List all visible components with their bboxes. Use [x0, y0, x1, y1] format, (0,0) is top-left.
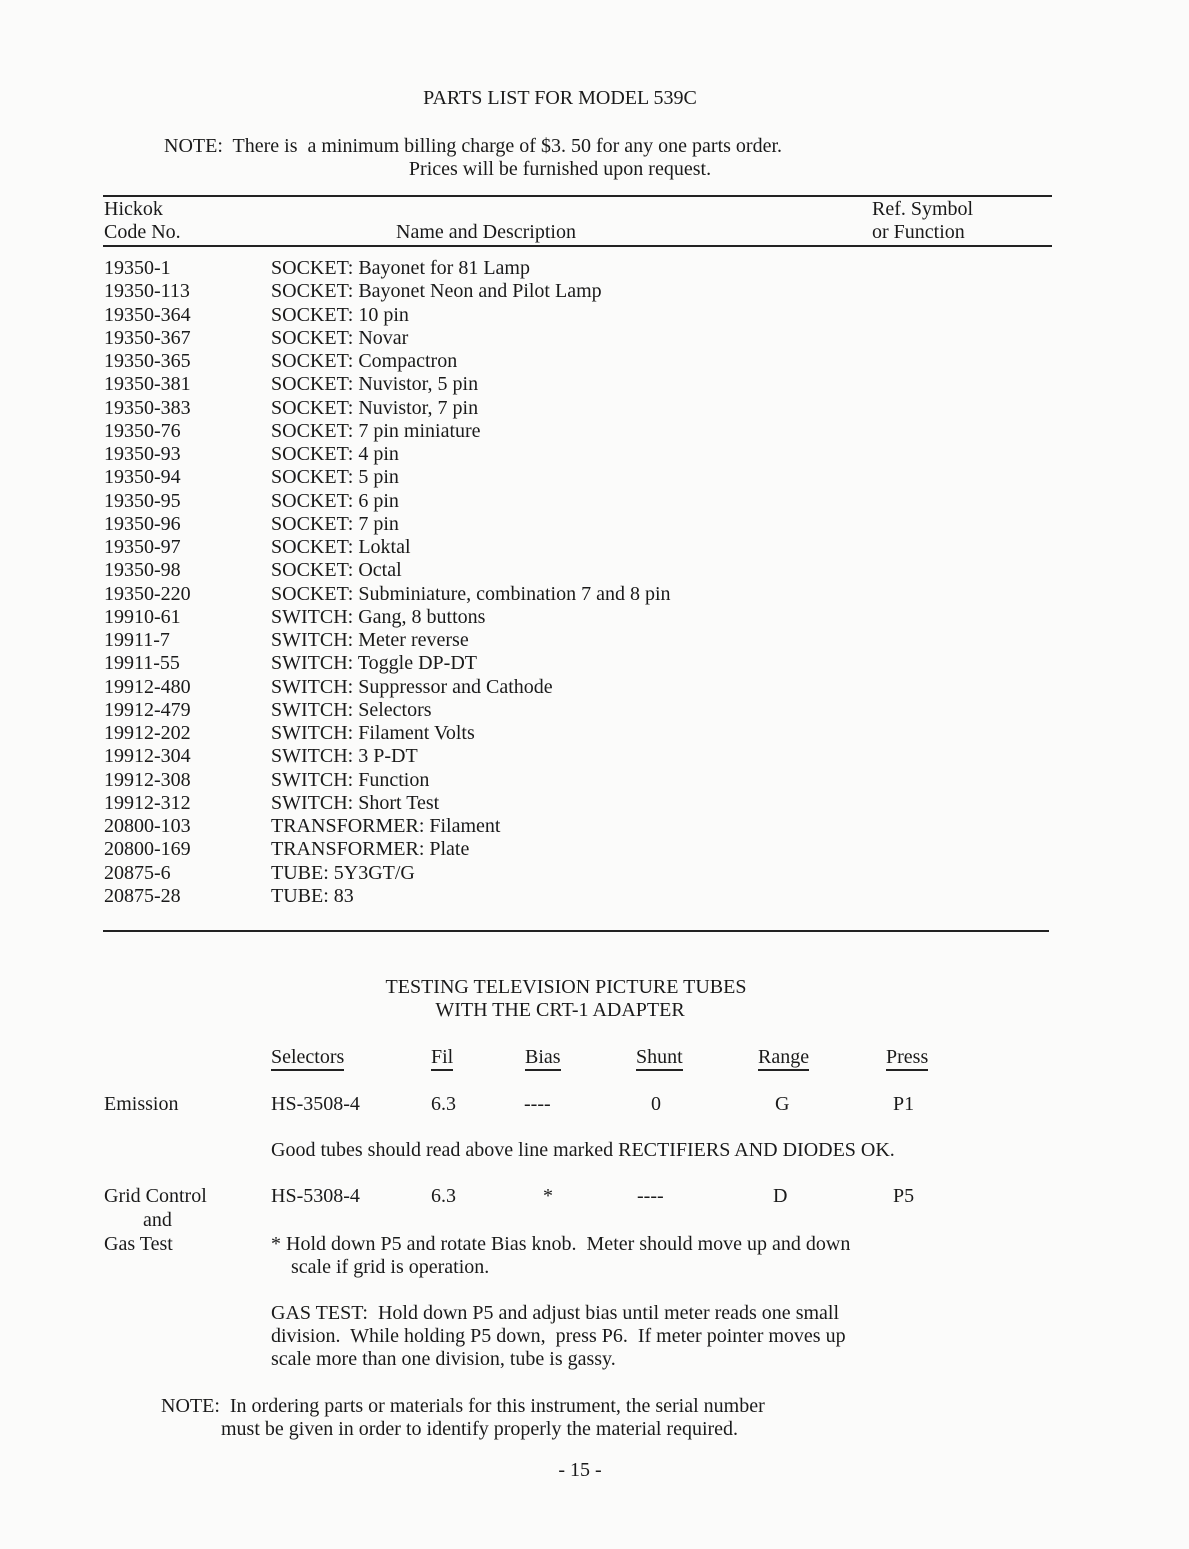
table-row: [104, 745, 824, 768]
header-code-line1: Hickok: [104, 198, 163, 220]
part-description: TUBE: 5Y3GT/G: [271, 861, 415, 884]
part-description: TRANSFORMER: Plate: [271, 838, 470, 861]
part-code: 20800-103: [104, 815, 191, 837]
page-number: - 15 -: [558, 1459, 602, 1481]
emission-shunt: 0: [651, 1093, 661, 1115]
part-description: TRANSFORMER: Filament: [271, 815, 501, 837]
part-code: 19350-1: [104, 257, 171, 279]
part-description: SOCKET: 10 pin: [271, 303, 409, 326]
header-ref-line1: Ref. Symbol: [872, 198, 974, 220]
table-row: [104, 792, 824, 815]
col-header-shunt: Shunt: [636, 1046, 683, 1071]
part-code: 19912-304: [104, 745, 191, 768]
part-code: 19350-365: [104, 350, 191, 372]
billing-note-line2: Prices will be furnished upon request.: [408, 158, 712, 180]
col-header-press: Press: [886, 1046, 928, 1071]
gas-test-line1: GAS TEST: Hold down P5 and adjust bias until meter reads one small: [271, 1302, 840, 1324]
table-row: [104, 257, 824, 280]
emission-label: Emission: [104, 1093, 179, 1115]
table-row: [104, 420, 824, 443]
part-code: 20875-28: [104, 884, 181, 907]
part-description: SWITCH: 3 P-DT: [271, 745, 418, 768]
grid-press: P5: [893, 1185, 915, 1207]
part-description: SWITCH: Selectors: [271, 698, 432, 721]
part-code: 19912-479: [104, 698, 191, 721]
part-code: 19350-94: [104, 466, 181, 489]
col-header-bias: Bias: [525, 1046, 561, 1071]
table-row: [104, 559, 824, 582]
table-row: [104, 373, 824, 396]
part-code: 19350-97: [104, 536, 181, 558]
order-note-line1: NOTE: In ordering parts or materials for this instrument, the serial number: [161, 1395, 765, 1417]
grid-fil: 6.3: [431, 1185, 456, 1207]
part-code: 19350-364: [104, 303, 191, 326]
part-code: 19911-55: [104, 652, 180, 675]
part-code: 19350-93: [104, 443, 181, 465]
grid-note-line2: scale if grid is operation.: [291, 1256, 490, 1278]
part-code: 19350-383: [104, 396, 191, 419]
table-row: [104, 699, 824, 722]
table-row: [104, 327, 824, 350]
header-ref-line2: or Function: [872, 221, 965, 243]
part-code: 19910-61: [104, 605, 181, 628]
part-description: SOCKET: Loktal: [271, 536, 411, 558]
page-title: PARTS LIST FOR MODEL 539C: [423, 87, 697, 109]
gas-test-line2: division. While holding P5 down, press P6. If meter pointer moves up: [271, 1325, 846, 1347]
table-row: [104, 629, 824, 652]
part-code: 19911-7: [104, 629, 170, 651]
col-header-fil: Fil: [431, 1046, 453, 1071]
crt-title-line1: TESTING TELEVISION PICTURE TUBES: [385, 976, 747, 998]
part-code: 19912-202: [104, 722, 191, 744]
gas-test-line3: scale more than one division, tube is gassy.: [271, 1348, 616, 1370]
col-header-range: Range: [758, 1046, 809, 1071]
grid-shunt: ----: [637, 1185, 664, 1207]
order-note-line2: must be given in order to identify properly the material required.: [221, 1418, 739, 1440]
part-code: 19912-312: [104, 791, 191, 814]
part-code: 19350-220: [104, 582, 191, 605]
emission-note: Good tubes should read above line marked RECTIFIERS AND DIODES OK.: [271, 1139, 895, 1161]
table-row: [104, 280, 824, 303]
table-row: [104, 350, 824, 373]
emission-bias: ----: [524, 1093, 551, 1115]
col-header-selectors: Selectors: [271, 1046, 344, 1071]
part-code: 19350-95: [104, 489, 181, 512]
table-row: [104, 583, 824, 606]
table-row: [104, 722, 824, 745]
table-row: [104, 490, 824, 513]
grid-label-line3: Gas Test: [104, 1233, 173, 1255]
part-description: SOCKET: Subminiature, combination 7 and 8 pin: [271, 582, 671, 605]
part-description: SOCKET: 6 pin: [271, 489, 399, 512]
part-description: SOCKET: 7 pin miniature: [271, 419, 481, 442]
part-description: SOCKET: 5 pin: [271, 466, 399, 489]
part-description: SWITCH: Gang, 8 buttons: [271, 605, 486, 628]
part-description: SWITCH: Suppressor and Cathode: [271, 675, 553, 698]
table-row: [104, 304, 824, 327]
grid-bias: *: [543, 1185, 553, 1207]
part-description: SWITCH: Toggle DP-DT: [271, 652, 477, 675]
part-code: 19912-480: [104, 675, 191, 698]
table-row: [104, 676, 824, 699]
part-description: SOCKET: 4 pin: [271, 443, 399, 465]
table-row: [104, 397, 824, 420]
part-code: 19350-381: [104, 373, 191, 396]
part-description: SOCKET: Nuvistor, 5 pin: [271, 373, 479, 396]
header-code-line2: Code No.: [104, 221, 181, 243]
emission-fil: 6.3: [431, 1093, 456, 1115]
table-row: [104, 815, 824, 838]
emission-press: P1: [893, 1093, 915, 1115]
table-top-rule: [103, 195, 1052, 197]
part-code: 20875-6: [104, 861, 171, 884]
crt-title-line2: WITH THE CRT-1 ADAPTER: [435, 999, 685, 1021]
grid-label-line1: Grid Control: [104, 1185, 207, 1207]
table-header-rule: [103, 245, 1052, 247]
part-description: SWITCH: Function: [271, 768, 430, 791]
part-code: 19350-367: [104, 326, 191, 349]
grid-label-line2: and: [143, 1209, 172, 1231]
table-row: [104, 443, 824, 466]
part-description: SOCKET: Novar: [271, 326, 409, 349]
table-row: [104, 862, 824, 885]
part-code: 19350-98: [104, 559, 181, 582]
grid-selectors: HS-5308-4: [271, 1185, 360, 1207]
table-row: [104, 536, 824, 559]
part-code: 19912-308: [104, 768, 191, 791]
part-description: SOCKET: Bayonet Neon and Pilot Lamp: [271, 280, 602, 303]
parts-list: [104, 257, 824, 908]
table-row: [104, 885, 824, 908]
billing-note-line1: NOTE: There is a minimum billing charge of $3. 50 for any one parts order.: [164, 135, 783, 157]
grid-note-line1: * Hold down P5 and rotate Bias knob. Meter should move up and down: [271, 1233, 851, 1255]
table-row: [104, 769, 824, 792]
table-row: [104, 652, 824, 675]
part-code: 20800-169: [104, 838, 191, 861]
table-row: [104, 513, 824, 536]
part-code: 19350-113: [104, 280, 190, 303]
table-row: [104, 606, 824, 629]
part-description: SWITCH: Meter reverse: [271, 629, 469, 651]
table-bottom-rule: [103, 930, 1049, 932]
part-description: SOCKET: Octal: [271, 559, 402, 582]
table-row: [104, 838, 824, 861]
part-description: SOCKET: 7 pin: [271, 512, 399, 535]
emission-range: G: [775, 1093, 790, 1115]
part-description: TUBE: 83: [271, 884, 354, 907]
part-description: SOCKET: Nuvistor, 7 pin: [271, 396, 479, 419]
part-description: SOCKET: Compactron: [271, 350, 458, 372]
emission-selectors: HS-3508-4: [271, 1093, 360, 1115]
grid-range: D: [773, 1185, 788, 1207]
table-row: [104, 466, 824, 489]
part-code: 19350-76: [104, 419, 181, 442]
part-code: 19350-96: [104, 512, 181, 535]
part-description: SOCKET: Bayonet for 81 Lamp: [271, 257, 530, 279]
part-description: SWITCH: Filament Volts: [271, 722, 475, 744]
part-description: SWITCH: Short Test: [271, 791, 440, 814]
header-name-description: Name and Description: [396, 221, 576, 243]
